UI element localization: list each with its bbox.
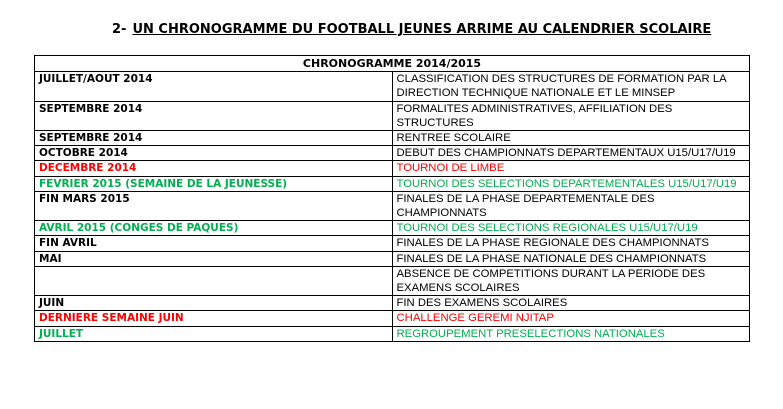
table-row [35,296,750,311]
table-row [35,251,750,266]
event-cell: FINALES DE LA PHASE REGIONALE DES CHAMPIONNATS [392,236,750,251]
event-cell: FIN DES EXAMENS SCOLAIRES [392,296,750,311]
period-cell: FEVRIER 2015 (SEMAINE DE LA JEUNESSE) [35,176,393,191]
event-cell: DEBUT DES CHAMPIONNATS DEPARTEMENTAUX U15/U17/U19 [392,146,750,161]
chronogram-table [34,55,750,342]
period-cell: JUIN [35,296,393,311]
event-cell: REGROUPEMENT PRESELECTIONS NATIONALES [392,326,750,341]
period-cell: FIN MARS 2015 [35,191,393,220]
table-row [35,146,750,161]
table-row [35,72,750,101]
period-cell: SEPTEMBRE 2014 [35,131,393,146]
event-cell: FORMALITES ADMINISTRATIVES, AFFILIATION DES STRUCTURES [392,101,750,130]
table-row [35,266,750,295]
event-cell: ABSENCE DE COMPETITIONS DURANT LA PERIODE DES EXAMENS SCOLAIRES [392,266,750,295]
period-cell: SEPTEMBRE 2014 [35,101,393,130]
period-cell: DERNIERE SEMAINE JUIN [35,311,393,326]
table-row [35,101,750,130]
period-cell [35,266,393,295]
period-cell: AVRIL 2015 (CONGES DE PAQUES) [35,221,393,236]
section-title: UN CHRONOGRAMME DU FOOTBALL JEUNES ARRIME AU CALENDRIER SCOLAIRE [132,22,712,37]
table-header-row [35,56,750,72]
event-cell: CLASSIFICATION DES STRUCTURES DE FORMATION PAR LA DIRECTION TECHNIQUE NATIONALE ET LE MINSEP [392,72,750,101]
period-cell: FIN AVRIL [35,236,393,251]
period-cell: JUILLET [35,326,393,341]
table-row [35,221,750,236]
event-cell: TOURNOI DES SELECTIONS DEPARTEMENTALES U15/U17/U19 [392,176,750,191]
table-row [35,161,750,176]
table-row [35,191,750,220]
table-row [35,176,750,191]
event-cell: FINALES DE LA PHASE NATIONALE DES CHAMPIONNATS [392,251,750,266]
event-cell: FINALES DE LA PHASE DEPARTEMENTALE DES CHAMPIONNATS [392,191,750,220]
table-row [35,326,750,341]
table-header: CHRONOGRAMME 2014/2015 [35,56,750,72]
event-cell: RENTREE SCOLAIRE [392,131,750,146]
period-cell: OCTOBRE 2014 [35,146,393,161]
event-cell: CHALLENGE GEREMI NJITAP [392,311,750,326]
period-cell: MAI [35,251,393,266]
event-cell: TOURNOI DES SELECTIONS REGIONALES U15/U17/U19 [392,221,750,236]
event-cell: TOURNOI DE LIMBE [392,161,750,176]
table-body [35,72,750,342]
section-number: 2- [112,22,127,37]
period-cell: DECEMBRE 2014 [35,161,393,176]
table-row [35,236,750,251]
period-cell: JUILLET/AOUT 2014 [35,72,393,101]
table-row [35,311,750,326]
section-heading [112,22,711,37]
table-row [35,131,750,146]
